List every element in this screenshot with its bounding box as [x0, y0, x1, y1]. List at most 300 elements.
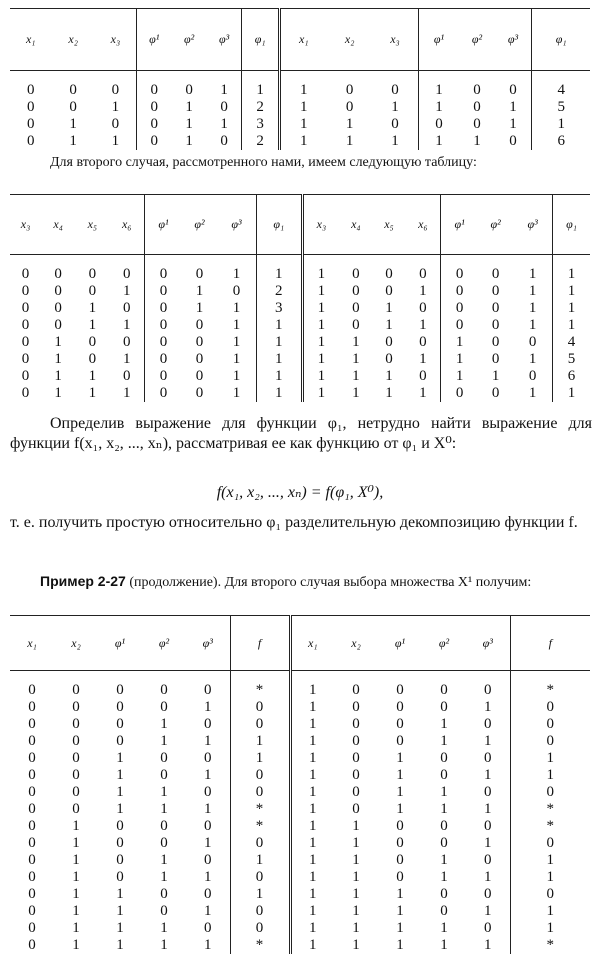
table-cell: 1: [385, 385, 393, 401]
table-cell: 0: [28, 920, 36, 936]
table-cell: 0: [352, 283, 360, 299]
table-cell: 0: [185, 82, 193, 98]
table-cell: 0: [95, 82, 136, 99]
table-cell: 0: [72, 733, 80, 749]
table-cell: 1: [309, 767, 317, 783]
table-cell: 0: [26, 99, 35, 115]
table-cell: 0: [72, 716, 80, 732]
truth-table-1: [10, 8, 590, 150]
table-cell: 1: [195, 300, 204, 316]
table-cell: 0: [116, 835, 124, 851]
table-cell: 0: [455, 385, 464, 401]
table-cell: 0: [186, 920, 230, 937]
column-header: x₃: [302, 195, 339, 255]
table-cell: 1: [116, 903, 124, 919]
table-cell: 0: [406, 368, 441, 385]
table-cell: 1: [160, 852, 168, 868]
table-cell: 0: [207, 99, 242, 116]
table-cell: 1: [207, 82, 242, 99]
table-cell: 1: [352, 903, 360, 919]
table-cell: 1: [195, 283, 204, 299]
table-cell: 0: [352, 317, 360, 333]
table-cell: 1: [513, 385, 552, 402]
table-cell: 0: [21, 300, 30, 316]
column-header: φ²: [182, 195, 217, 255]
table-cell: 0: [455, 283, 464, 299]
column-header: φ₁: [256, 195, 302, 255]
table-cell: 1: [72, 818, 80, 834]
table-cell: 1: [309, 903, 317, 919]
table-cell: 1: [256, 385, 302, 402]
table-cell: 0: [440, 903, 448, 919]
table-cell: 0: [406, 266, 441, 283]
table-cell: 1: [230, 852, 290, 869]
table-cell: 0: [466, 818, 510, 835]
table-cell: 1: [513, 300, 552, 317]
table-cell: *: [546, 937, 554, 953]
table-cell: 1: [317, 283, 326, 299]
table-cell: 0: [466, 716, 510, 733]
table-cell: 0: [195, 266, 204, 282]
table-cell: 1: [440, 801, 448, 817]
table-cell: *: [230, 818, 290, 835]
table-row: [10, 801, 590, 818]
table-cell: 1: [185, 116, 193, 132]
table-cell: 1: [546, 903, 554, 919]
table-cell: 1: [466, 903, 510, 920]
table-cell: 0: [440, 767, 448, 783]
column-header: f: [510, 616, 590, 671]
table-cell: 0: [28, 801, 36, 817]
example-paragraph: [10, 573, 592, 591]
table-cell: 0: [491, 351, 500, 367]
table-cell: 0: [54, 300, 62, 316]
table-cell: 1: [309, 733, 317, 749]
table-cell: 1: [440, 937, 448, 953]
table-cell: 0: [72, 699, 80, 715]
table-cell: 1: [455, 368, 464, 384]
table-cell: 1: [557, 116, 565, 132]
table-cell: 0: [186, 852, 230, 869]
table-cell: 0: [385, 266, 393, 282]
paragraph-second-case: Для второго случая, рассмотренного нами, имеем следующую таблицу:: [50, 155, 477, 170]
table-cell: 1: [435, 99, 443, 115]
table-cell: 1: [109, 283, 144, 300]
table-cell: 1: [352, 334, 360, 350]
table-cell: 0: [372, 82, 418, 99]
table-cell: 0: [491, 300, 500, 316]
table-cell: 0: [352, 784, 360, 800]
table-cell: 1: [309, 750, 317, 766]
table-cell: 1: [256, 334, 302, 351]
table-cell: 1: [186, 767, 230, 784]
table-cell: 0: [69, 99, 77, 115]
table-cell: 0: [396, 852, 404, 868]
table-cell: 0: [54, 317, 62, 333]
table-cell: 1: [160, 716, 168, 732]
table-cell: 0: [230, 835, 290, 852]
table-cell: 0: [372, 116, 418, 133]
column-header: φ¹: [136, 9, 171, 71]
table-cell: 0: [546, 733, 554, 749]
column-header: x₆: [109, 195, 144, 255]
column-header: φ²: [478, 195, 513, 255]
table-cell: 2: [242, 99, 279, 116]
table-cell: 1: [116, 937, 124, 953]
column-header: φ³: [217, 195, 256, 255]
table-cell: 0: [345, 99, 354, 115]
table-cell: *: [546, 801, 554, 817]
table-cell: 1: [88, 317, 97, 333]
table-cell: 1: [352, 869, 360, 885]
table-cell: 0: [28, 750, 36, 766]
table-cell: 1: [186, 869, 230, 886]
table-cell: 1: [546, 920, 554, 936]
table-cell: 0: [440, 699, 448, 715]
table-cell: 5: [557, 99, 565, 115]
table-row: [10, 784, 590, 801]
table-cell: 0: [116, 869, 124, 885]
table-cell: 1: [317, 317, 326, 333]
decomposition-formula: f(x₁, x₂, ..., xₙ) = f(φ₁, X⁰),: [216, 484, 384, 501]
table-cell: 1: [300, 82, 308, 98]
table-cell: 0: [352, 699, 360, 715]
table-cell: 1: [567, 385, 576, 401]
table-row: [10, 283, 590, 300]
table-cell: 0: [159, 351, 168, 367]
table-cell: 0: [88, 283, 97, 299]
table-cell: 0: [28, 733, 36, 749]
table-cell: 1: [185, 99, 193, 115]
table-cell: 1: [440, 920, 448, 936]
table-row: [10, 385, 590, 402]
table-cell: 1: [309, 937, 317, 953]
table-cell: 1: [372, 99, 418, 116]
table-cell: 0: [396, 818, 404, 834]
table-cell: 1: [466, 699, 510, 716]
table-cell: 0: [28, 852, 36, 868]
table-cell: *: [230, 937, 290, 954]
table-row: [10, 750, 590, 767]
table-cell: 0: [28, 886, 36, 902]
table-cell: 0: [26, 133, 35, 149]
table-cell: 1: [309, 852, 317, 868]
table-row: [10, 767, 590, 784]
table-cell: 1: [217, 368, 256, 385]
table-cell: 2: [242, 133, 279, 150]
table-row: [10, 716, 590, 733]
table-cell: 0: [466, 852, 510, 869]
table-cell: 0: [72, 682, 80, 698]
table-cell: 1: [186, 699, 230, 716]
table-cell: 0: [466, 750, 510, 767]
table-cell: 1: [72, 937, 80, 953]
table-cell: 1: [186, 733, 230, 750]
table-cell: 0: [466, 886, 510, 903]
table-row: [10, 835, 590, 852]
table-cell: 0: [546, 886, 554, 902]
table-cell: 0: [385, 283, 393, 299]
table-cell: 0: [21, 283, 30, 299]
table-cell: 1: [186, 937, 230, 954]
column-header: φ³: [466, 616, 510, 671]
table-cell: 1: [385, 368, 393, 384]
paragraph-phi-expression: Определив выражение для функции φ₁, нетрудно найти выражение для функции f(x₁, x₂, ..., xₙ), рассматривая ее как функцию от φ₁ и X⁰:: [10, 415, 592, 452]
table-cell: 1: [473, 133, 481, 149]
table-cell: 0: [159, 334, 168, 350]
column-header: x₁: [10, 9, 51, 71]
column-header: x₁: [10, 616, 54, 671]
table-cell: 1: [217, 385, 256, 402]
table-cell: 1: [352, 886, 360, 902]
table-cell: 1: [256, 368, 302, 385]
table-cell: 2: [256, 283, 302, 300]
table-cell: 0: [72, 784, 80, 800]
table-cell: 3: [256, 300, 302, 317]
table-cell: 1: [207, 116, 242, 133]
table-cell: 0: [186, 716, 230, 733]
table-cell: 1: [69, 116, 77, 132]
table-row: [10, 351, 590, 368]
table-row: [10, 116, 590, 133]
table-cell: 0: [491, 317, 500, 333]
table-cell: 1: [230, 886, 290, 903]
table-cell: 1: [546, 852, 554, 868]
table-cell: 0: [491, 385, 500, 401]
table-cell: 1: [309, 699, 317, 715]
table-cell: 0: [495, 82, 532, 99]
table-cell: 0: [195, 351, 204, 367]
table-cell: 1: [406, 317, 441, 334]
table-cell: 1: [546, 869, 554, 885]
table-cell: 0: [28, 682, 36, 698]
table-cell: 6: [557, 133, 565, 149]
table-cell: 0: [21, 351, 30, 367]
table-cell: 0: [150, 116, 158, 132]
table-cell: 1: [116, 886, 124, 902]
table-cell: 0: [28, 903, 36, 919]
table-cell: 1: [54, 385, 62, 401]
table-cell: 1: [309, 869, 317, 885]
column-header: φ²: [422, 616, 466, 671]
table-cell: 0: [72, 750, 80, 766]
table-cell: 1: [440, 852, 448, 868]
table-cell: 1: [116, 784, 124, 800]
table-cell: 0: [495, 133, 532, 150]
table-row: [10, 682, 590, 699]
table-cell: 0: [352, 682, 360, 698]
table-cell: 0: [352, 300, 360, 316]
table-cell: 1: [256, 266, 302, 283]
table-cell: 0: [396, 835, 404, 851]
table-cell: 0: [159, 283, 168, 299]
table-cell: 1: [372, 133, 418, 150]
column-header: x₄: [41, 195, 75, 255]
column-header: φ¹: [145, 195, 182, 255]
column-header: x₁: [279, 9, 327, 71]
table-cell: 1: [513, 317, 552, 334]
table-cell: 1: [352, 937, 360, 953]
table-cell: 0: [160, 818, 168, 834]
table-cell: 0: [28, 716, 36, 732]
table-cell: 1: [217, 317, 256, 334]
table-cell: 1: [309, 716, 317, 732]
table-cell: 1: [54, 351, 62, 367]
table-row: [10, 82, 590, 99]
table-cell: 1: [309, 784, 317, 800]
table-cell: 0: [116, 716, 124, 732]
table-row: [10, 317, 590, 334]
table-cell: 0: [116, 733, 124, 749]
table-cell: 0: [230, 869, 290, 886]
table-cell: 1: [352, 368, 360, 384]
table-cell: 1: [396, 784, 404, 800]
table-cell: 0: [159, 266, 168, 282]
table-cell: 0: [473, 99, 481, 115]
table-cell: 0: [186, 784, 230, 801]
column-header: x₃: [372, 9, 418, 71]
column-header: x₂: [51, 9, 95, 71]
table-cell: 0: [230, 716, 290, 733]
table-cell: 1: [396, 937, 404, 953]
table-cell: 1: [352, 835, 360, 851]
table-cell: 0: [352, 750, 360, 766]
table-cell: 1: [396, 920, 404, 936]
table-cell: 0: [160, 699, 168, 715]
table-cell: *: [230, 682, 290, 699]
table-cell: 1: [109, 317, 144, 334]
table-cell: 0: [28, 784, 36, 800]
table-cell: 1: [72, 869, 80, 885]
table-row: [10, 869, 590, 886]
example-label: Пример 2-27: [40, 573, 126, 589]
column-header: φ₁: [242, 9, 279, 71]
table-cell: 1: [495, 116, 532, 133]
table-cell: 5: [567, 351, 576, 367]
table-row: [10, 699, 590, 716]
column-header: φ₁: [532, 9, 590, 71]
table-cell: 1: [440, 733, 448, 749]
table-cell: 0: [109, 300, 144, 317]
table-cell: 0: [207, 133, 242, 150]
column-header: φ³: [495, 9, 532, 71]
table-cell: 1: [160, 784, 168, 800]
table-row: [10, 937, 590, 954]
column-header: x₂: [334, 616, 378, 671]
table-cell: 0: [491, 266, 500, 282]
table-cell: 0: [21, 266, 30, 282]
table-cell: 1: [567, 283, 576, 299]
table-cell: 1: [455, 334, 464, 350]
table-cell: 1: [435, 133, 443, 149]
column-header: f: [230, 616, 290, 671]
table-cell: 1: [396, 903, 404, 919]
table-cell: 0: [160, 903, 168, 919]
table-row: [10, 903, 590, 920]
table-cell: 0: [109, 266, 144, 283]
table-cell: 1: [345, 116, 354, 132]
table-cell: 0: [88, 351, 97, 367]
table-cell: 1: [317, 266, 326, 282]
table-cell: 1: [160, 920, 168, 936]
table-cell: 0: [230, 699, 290, 716]
column-header: φ₁: [553, 195, 590, 255]
table-cell: 1: [186, 801, 230, 818]
column-header: x₃: [95, 9, 136, 71]
table-cell: 0: [396, 869, 404, 885]
table-cell: 1: [546, 767, 554, 783]
table-cell: 1: [567, 300, 576, 316]
column-header: φ²: [172, 9, 207, 71]
example-text: (продолжение). Для второго случая выбора множества X¹ получим:: [129, 575, 532, 590]
table-cell: 1: [88, 385, 97, 401]
table-row: [10, 733, 590, 750]
table-cell: 0: [28, 767, 36, 783]
table-cell: 0: [455, 317, 464, 333]
table-cell: 0: [195, 368, 204, 384]
table-row: [10, 334, 590, 351]
table-cell: *: [546, 682, 554, 698]
table-cell: 0: [546, 784, 554, 800]
table-cell: 0: [440, 886, 448, 902]
table-cell: 0: [546, 716, 554, 732]
table-cell: 1: [95, 99, 136, 116]
table-cell: 1: [396, 750, 404, 766]
table-cell: 1: [256, 317, 302, 334]
table-cell: 1: [160, 869, 168, 885]
table-cell: 0: [455, 266, 464, 282]
table-cell: 1: [406, 385, 441, 402]
table-cell: 0: [352, 266, 360, 282]
table-cell: 0: [230, 920, 290, 937]
table-cell: 0: [466, 784, 510, 801]
table-cell: 0: [352, 801, 360, 817]
table-cell: 1: [116, 767, 124, 783]
table-cell: 0: [69, 82, 77, 98]
table-cell: 0: [160, 886, 168, 902]
table-cell: 1: [352, 852, 360, 868]
table-cell: 0: [491, 334, 500, 350]
table-cell: 0: [159, 300, 168, 316]
column-header: φ¹: [378, 616, 422, 671]
table-cell: 0: [21, 317, 30, 333]
table-cell: 1: [406, 283, 441, 300]
table-cell: 1: [217, 351, 256, 368]
table-cell: 0: [88, 334, 97, 350]
table-cell: 0: [28, 835, 36, 851]
table-cell: 0: [546, 699, 554, 715]
table-cell: 0: [28, 869, 36, 885]
table-cell: 1: [466, 835, 510, 852]
table-cell: 1: [256, 351, 302, 368]
table-cell: 0: [160, 682, 168, 698]
table-cell: 1: [435, 82, 443, 98]
table-cell: 0: [54, 266, 62, 282]
truth-table-2: [10, 194, 590, 402]
table-cell: 1: [317, 351, 326, 367]
table-cell: 0: [160, 750, 168, 766]
table-cell: 0: [72, 767, 80, 783]
column-header: x₅: [75, 195, 109, 255]
table-cell: 0: [159, 368, 168, 384]
table-cell: 1: [116, 920, 124, 936]
column-header: φ²: [459, 9, 494, 71]
table-cell: 1: [345, 133, 354, 149]
table-cell: 1: [72, 920, 80, 936]
column-header: φ¹: [441, 195, 478, 255]
table-cell: 1: [72, 886, 80, 902]
column-header: φ¹: [418, 9, 459, 71]
